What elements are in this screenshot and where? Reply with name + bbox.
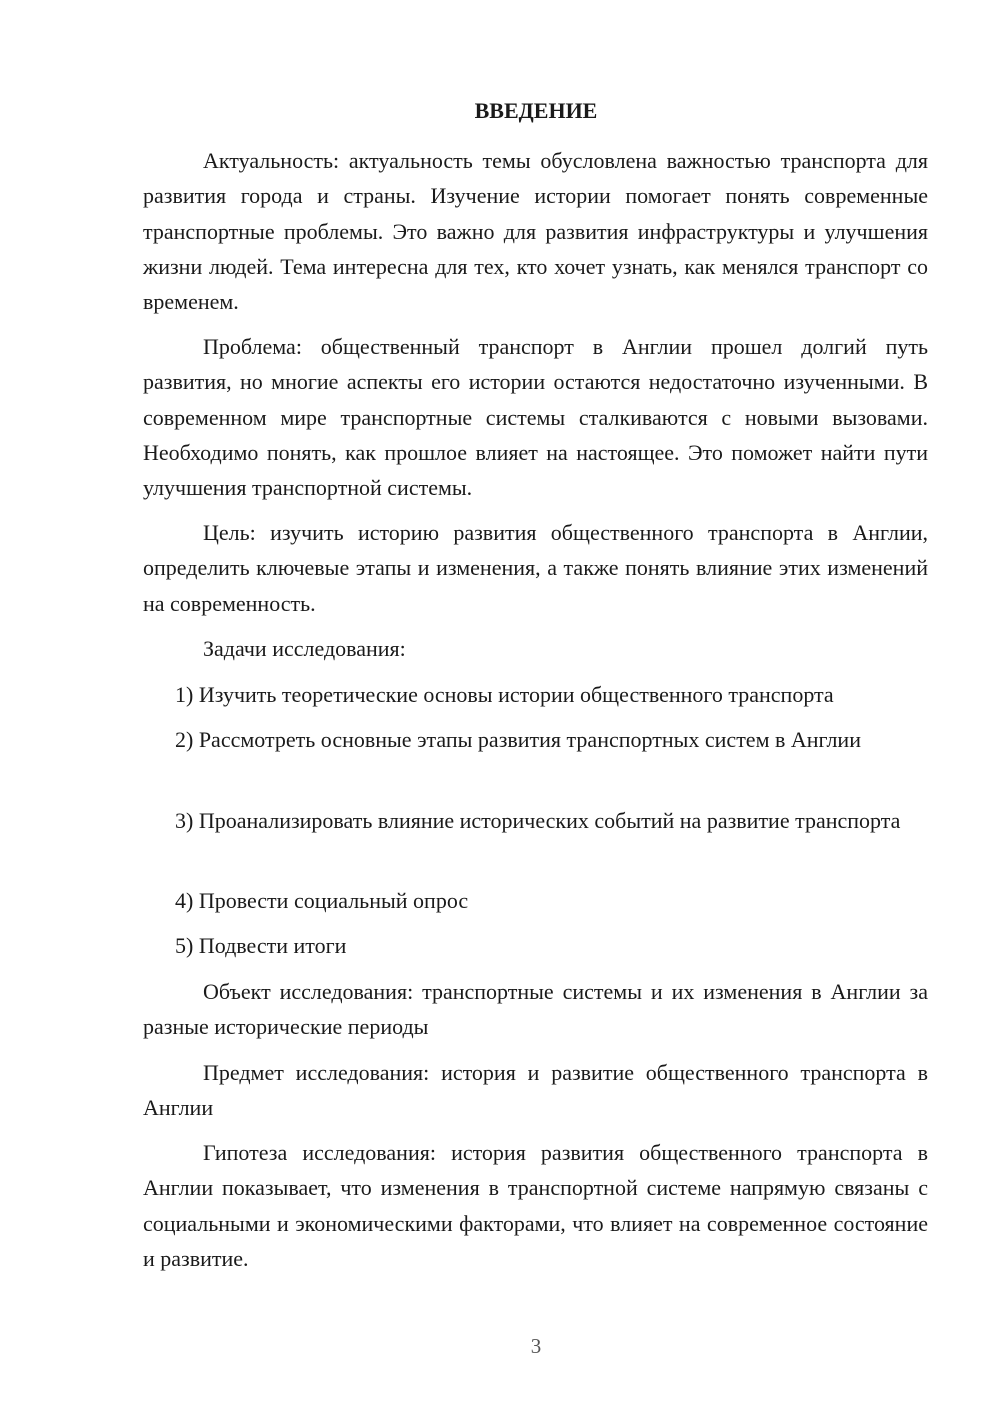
paragraph-relevance: Актуальность: актуальность темы обусловлена важностью транспорта для развития города и страны. Изучение истории помогает понять современные транспортные проблемы. Это важно для развития инфраструктуры и улучшения жизни людей. Тема интересна для тех, кто хочет узнать, как менялся транспорт со временем. bbox=[143, 148, 928, 315]
paragraph-subject: Предмет исследования: история и развитие общественного транспорта в Англии bbox=[143, 1060, 928, 1121]
list-item-task-2: 2) Рассмотреть основные этапы развития транспортных систем в Англии bbox=[175, 727, 861, 752]
list-item-task-3: 3) Проанализировать влияние исторических событий на развитие транспорта bbox=[175, 808, 901, 833]
list-item-task-1: 1) Изучить теоретические основы истории общественного транспорта bbox=[175, 682, 834, 707]
paragraph-goal: Цель: изучить историю развития общественного транспорта в Англии, определить ключевые этапы и изменения, а также понять влияние этих изменений на современность. bbox=[143, 520, 928, 616]
paragraph-hypothesis: Гипотеза исследования: история развития общественного транспорта в Англии показывает, что изменения в транспортной системе напрямую связаны с социальными и экономическими факторами, что влияет на современное состояние и развитие. bbox=[143, 1140, 928, 1271]
page-number: 3 bbox=[530, 1334, 542, 1358]
paragraph-tasks-heading: Задачи исследования: bbox=[203, 636, 406, 661]
list-item-task-5: 5) Подвести итоги bbox=[175, 933, 347, 958]
list-item-task-4: 4) Провести социальный опрос bbox=[175, 888, 469, 913]
paragraph-object: Объект исследования: транспортные системы и их изменения в Англии за разные исторические периоды bbox=[143, 979, 928, 1040]
paragraph-problem: Проблема: общественный транспорт в Англии прошел долгий путь развития, но многие аспекты его истории остаются недостаточно изученными. В современном мире транспортные системы сталкиваются с новыми вызовами. Необходимо понять, как прошлое влияет на настоящее. Это поможет найти пути улучшения транспортной системы. bbox=[143, 334, 928, 501]
page-title: ВВЕДЕНИЕ bbox=[474, 98, 598, 123]
